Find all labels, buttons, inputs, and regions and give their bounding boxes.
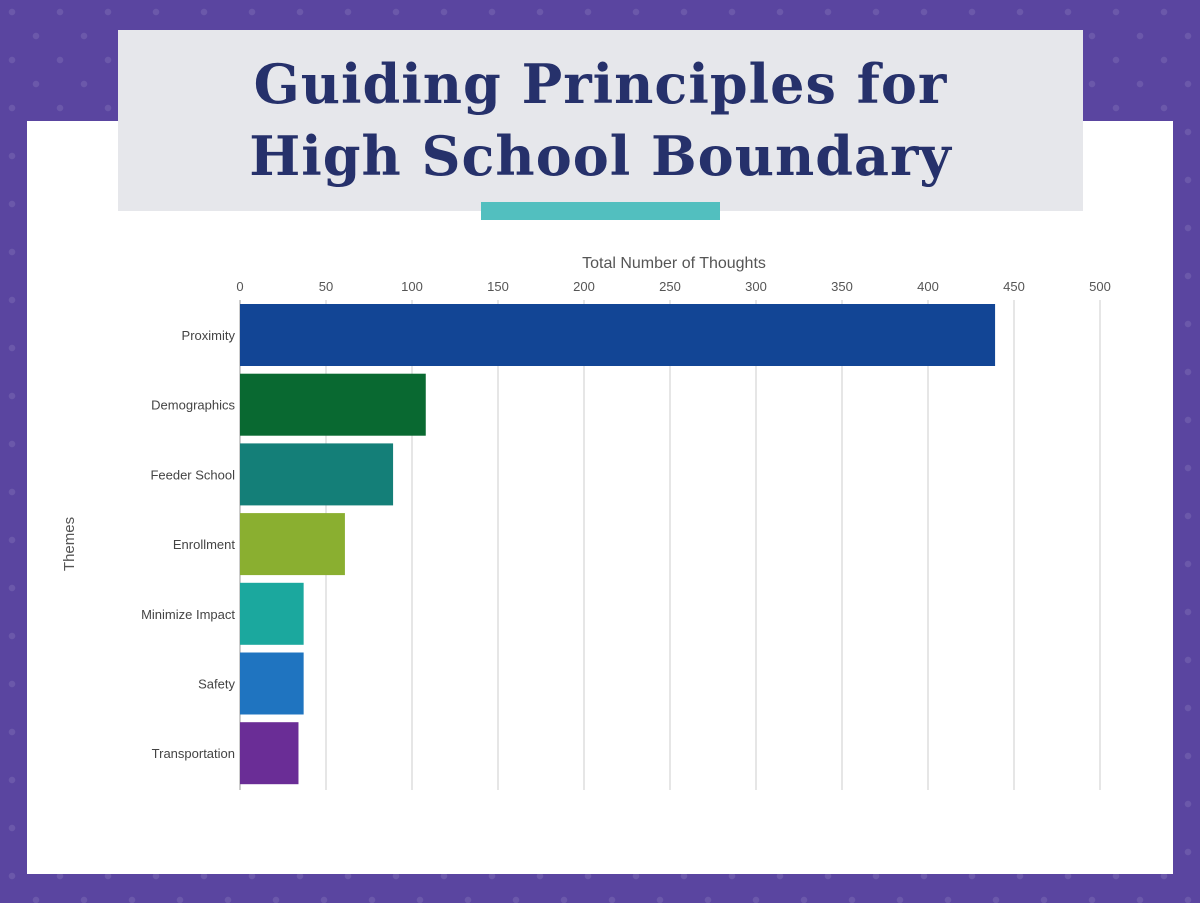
bar [240,653,304,715]
category-label: Minimize Impact [141,606,235,622]
x-tick-labels [236,279,1110,294]
category-labels [141,328,235,761]
gridlines [240,300,1100,790]
category-label: Proximity [181,328,235,343]
x-tick-label: 150 [487,279,509,294]
x-tick-label: 250 [659,279,681,294]
x-tick-label: 500 [1089,279,1111,294]
category-label: Safety [198,676,235,692]
x-tick-label: 450 [1003,279,1025,294]
x-tick-label: 0 [236,279,244,294]
bar [240,304,995,366]
bar [240,722,298,784]
page-title-line-1: Guiding Principles for [253,52,948,116]
x-axis-title: Total Number of Thoughts [582,255,766,272]
bar [240,583,304,645]
x-tick-label: 200 [573,279,595,294]
x-tick-label: 100 [401,279,423,294]
category-label: Feeder School [150,467,235,483]
y-axis-title: Themes [61,516,78,572]
x-tick-label: 50 [318,279,334,294]
category-label: Enrollment [172,537,235,553]
bar [240,374,426,436]
bar [240,443,393,505]
x-tick-label: 300 [745,279,767,294]
x-tick-label: 400 [917,279,939,294]
page-title-line-2: High School Boundary [249,124,952,188]
bars [240,304,995,784]
category-label: Transportation [151,746,235,762]
category-label: Demographics [151,397,235,413]
x-tick-label: 350 [831,279,853,294]
bar [240,513,345,575]
